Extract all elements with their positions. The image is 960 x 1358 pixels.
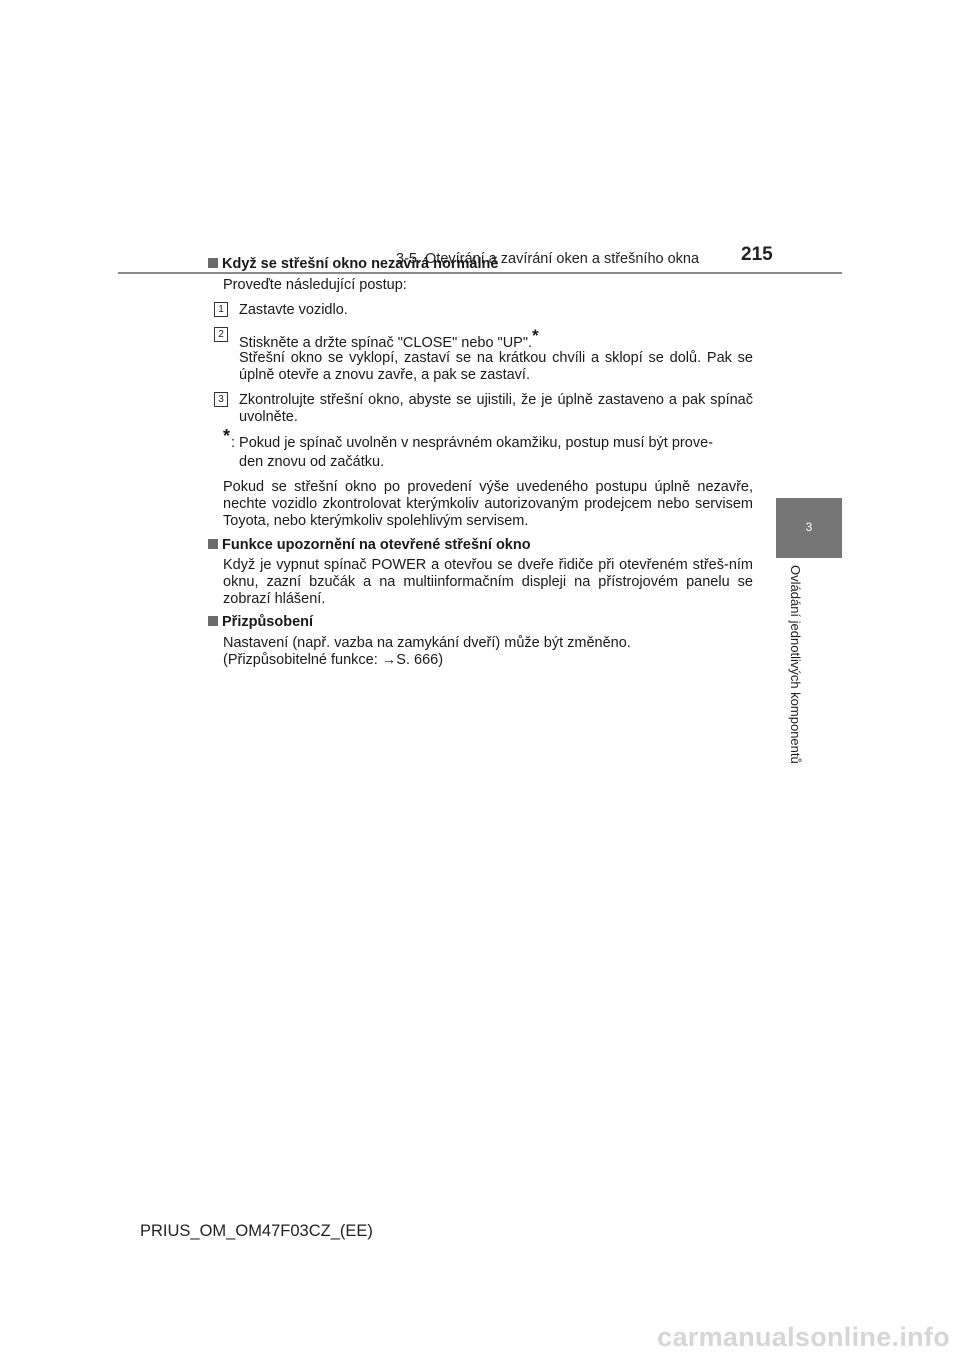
section-heading-text: Přizpůsobení — [222, 614, 314, 630]
step-number-box: 1 — [214, 302, 228, 317]
footnote-text-continued: den znovu od začátku. — [239, 454, 385, 470]
step-text-content: Stiskněte a držte spínač "CLOSE" nebo "UP". — [239, 334, 533, 351]
section-body: Když je vypnut spínač POWER a otevřou se dveře řidiče při otevřeném střeš-ním oknu, zazní bzučák a na multiinformačním displeji na přístrojovém panelu se zobrazí hlášení. — [223, 557, 753, 607]
section-heading — [208, 256, 498, 273]
section-body-line: (Přizpůsobitelné funkce: →S. 666) — [223, 652, 444, 668]
section-heading — [208, 537, 531, 554]
footer-doc-code: PRIUS_OM_OM47F03CZ_(EE) — [140, 1222, 373, 1240]
section-body-line: Nastavení (např. vazba na zamykání dveří) může být změněno. — [223, 635, 631, 651]
step-text: Zkontrolujte střešní okno, abyste se ujistili, že je úplně zastaveno a pak spínač uvolněte. — [239, 392, 753, 425]
step-detail: Střešní okno se vyklopí, zastaví se na krátkou chvíli a sklopí se dolů. Pak se úplně otevře a znovu zavře, a pak se zastaví. — [239, 350, 753, 383]
step-number-box: 2 — [214, 327, 228, 342]
section-intro: Proveďte následující postup: — [223, 277, 407, 293]
step-footnote-marker: * — [532, 326, 539, 345]
heading-bullet-icon — [208, 616, 218, 626]
section-header-title: 3-5. Otevírání a zavírání oken a střešního okna — [396, 251, 700, 267]
section-closing: Pokud se střešní okno po provedení výše uvedeného postupu úplně nezavře, nechte vozidlo zkontrolovat kterýmkoliv autorizovaným prodejcem nebo servisem Toyota, nebo kterýmkoliv spolehlivým servisem. — [223, 479, 753, 529]
heading-bullet-icon — [208, 258, 218, 268]
chapter-tab — [776, 498, 842, 558]
chapter-tab-number: 3 — [805, 520, 813, 534]
chapter-side-strip — [776, 558, 842, 768]
section-heading — [208, 614, 313, 631]
step-text: Zastavte vozidlo. — [239, 302, 348, 318]
page-number: 215 — [741, 244, 773, 265]
chapter-side-label: Ovládání jednotlivých komponentů — [788, 565, 803, 764]
section-heading-text: Když se střešní okno nezavírá normálně — [222, 256, 499, 272]
step-number-box: 3 — [214, 392, 228, 407]
step-text — [239, 327, 753, 352]
footnote-text: : Pokud je spínač uvolněn v nesprávném okamžiku, postup musí být prove- — [231, 435, 713, 451]
footnote-marker: * — [223, 426, 231, 446]
heading-bullet-icon — [208, 539, 218, 549]
section-heading-text: Funkce upozornění na otevřené střešní okno — [222, 537, 531, 553]
watermark: carmanualsonline.info — [657, 1322, 950, 1352]
